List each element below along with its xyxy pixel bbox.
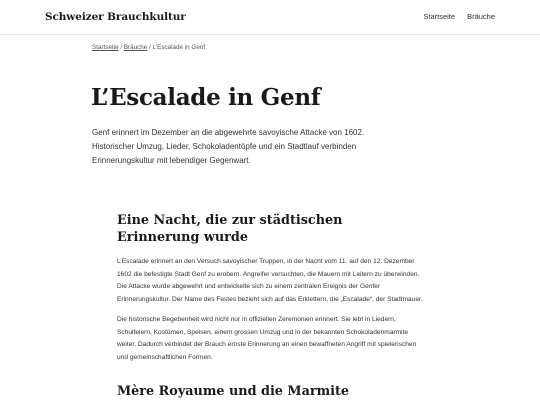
section-paragraph: Die historische Begebenheit wird nicht nur in offiziellen Zeremonien erinnert. Sie lebt in Liedern, Schulfeiern, Kostümen, Speisen, einem grossen Umzug und in der bekannten Schokoladenmarmite weiter. Dadurch verbindet der Brauch ernste Erinnerung an einen bewaffneten Angriff mit spielerischen und gemeinschaftlichen Formen. xyxy=(117,315,417,361)
nav-link-startseite[interactable]: Startseite xyxy=(423,12,456,21)
section-heading: Eine Nacht, die zur städtischen Erinnerung wurde xyxy=(117,213,343,245)
page-title: L’Escalade in Genf xyxy=(91,84,321,111)
article-body xyxy=(117,212,427,400)
breadcrumb-home[interactable]: Startseite xyxy=(92,44,119,51)
breadcrumb-separator: / xyxy=(118,44,124,51)
nav-link-braeuche[interactable]: Bräuche xyxy=(467,12,495,21)
breadcrumb xyxy=(92,44,205,51)
site-header xyxy=(0,0,540,35)
breadcrumb-section[interactable]: Bräuche xyxy=(123,44,148,51)
section-heading: Mère Royaume und die Marmite xyxy=(117,383,350,399)
breadcrumb-current: L’Escalade in Genf xyxy=(152,44,206,51)
main-nav xyxy=(423,12,495,21)
lead-paragraph: Genf erinnert im Dezember an die abgewehrte savoyische Attacke von 1602. Historischer Umzug, Lieder, Schokoladentöpfe und ein Stadtlauf verbinden Erinnerungskultur mit lebendiger Gegenwart. xyxy=(92,128,365,165)
section-paragraph: L’Escalade erinnert an den Versuch savoyischer Truppen, in der Nacht vom 11. auf den 12. Dezember 1602 die befestigte Stadt Genf zu erobern. Angreifer versuchten, die Mauern mit Leitern zu überwinden. Die Attacke wurde abgewehrt und entwickelte sich zu einem zentralen Ereignis der Genfer Erinnerungskultur. Der Name des Festes bezieht sich auf das Erklettern, die „Escalade“, der Stadtmauer. xyxy=(117,258,423,304)
breadcrumb-separator: / xyxy=(147,44,153,51)
site-title[interactable]: Schweizer Brauchkultur xyxy=(45,11,186,23)
